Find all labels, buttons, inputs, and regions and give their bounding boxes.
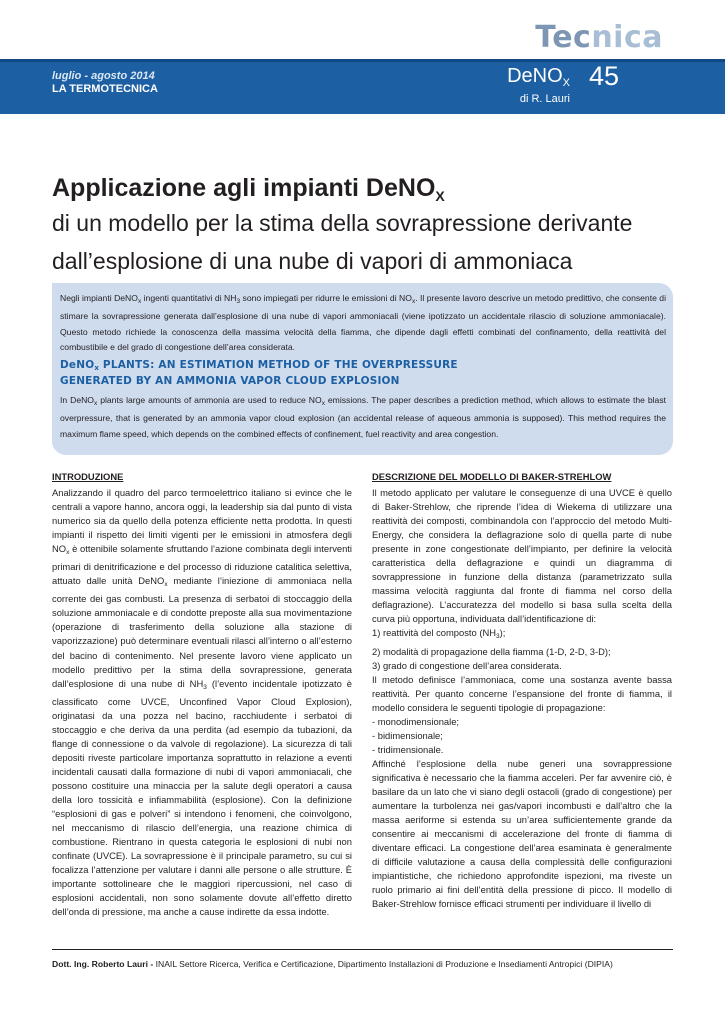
abstract-box [52, 283, 673, 455]
intro-sub: 3 [203, 683, 207, 691]
abs-en-title-a: DeNO [60, 359, 95, 371]
abs-en-sub: x [94, 400, 98, 407]
abs-it-text: Negli impianti DeNO [60, 293, 138, 303]
list-item-sub: 3 [496, 633, 500, 641]
intro-text: è ottenibile solamente sfruttando l’azione combinata degli interventi primari di denitrificazione e del processo di riduzione catalitica selettiva, attuato dalle unità DeNO [52, 543, 352, 587]
list-item-text: ); [499, 627, 506, 639]
abs-en-title-b: PLANTS: AN ESTIMATION METHOD OF THE OVERPRESSURE [99, 359, 458, 371]
column-left [52, 471, 352, 919]
abs-en-title-c: GENERATED BY AN AMMONIA VAPOR CLOUD EXPLOSION [60, 375, 400, 387]
abs-it-sub: x [137, 298, 142, 305]
abs-en-text: In DeNO [60, 395, 94, 405]
rubric-sub: X [562, 77, 570, 89]
brand-wordmark [535, 20, 663, 56]
intro-text: mediante l’iniezione di ammoniaca nella corrente dei gas combusti. La presenza di serbatoi di stoccaggio della soluzione ammoniacale e di condotte preposte alla sua movimentazione (operazione di trasferimento della soluzione alla stazione di vaporizzazione) può determinare eventuali rilasci all’interno o all’esterno del bacino di contenimento. Nel presente lavoro viene applicato un modello predittivo per la stima della sovrapressione, generata dall’esplosione di una nube di NH [52, 575, 352, 689]
brand-part-2: nica [591, 20, 663, 55]
abstract-english-title [60, 359, 666, 388]
abs-en-sub: x [321, 400, 325, 407]
baker-heading: DESCRIZIONE DEL MODELLO DI BAKER-STREHLOW [372, 471, 612, 482]
abs-en-text: plants large amounts of ammonia are used to reduce NO [97, 395, 322, 405]
title-main: Applicazione agli impianti DeNO [52, 174, 436, 202]
article-subtitle: di un modello per la stima della sovrapressione derivante dall’esplosione di una nube di vapori di ammoniaca [52, 210, 633, 274]
abs-it-sub: 3 [236, 298, 241, 305]
header-author: di R. Lauri [519, 93, 570, 105]
abstract-english [60, 393, 666, 442]
abs-en-text: emissions. The paper describes a prediction method, which allows to estimate the blast overpressure, that is generated by an ammonia vapor cloud explosion (an accidental release of aqueous ammonia is supposed). This method requires the maximum flame speed, which depends on the combined effects of confinement, fuel reactivity and area congestion. [60, 395, 667, 439]
list-item: 2) modalità di propagazione della fiamma (1-D, 2-D, 3-D); [372, 645, 611, 657]
intro-heading: INTRODUZIONE [52, 471, 124, 482]
abs-it-text: sono impiegati per ridurre le emissioni di NO [240, 293, 412, 303]
abs-it-sub: x [411, 298, 416, 305]
baker-paragraph: Affinché l’esplosione della nube generi una sovrappressione significativa è necessario che la fiamma acceleri. Per far avvenire ciò, è basilare da un lato che vi siano degli ostacoli (grado di congestione) per aumentare la turbolenza nei gas/vapori incombusti e dall’altro che la massa aeriforme si estenda su un’area sufficientemente grande da consentire ai meccanismi di accelerazione del fronte di fiamma di diventare efficaci. La congestione dell’area esaminata è generalmente di difficile valutazione a causa della complessità delle configurazioni impiantistiche, che richiedono approfondite ispezioni, ma riveste un ruolo primario ai fini dell’entità della pressione di picco. Il modello di Baker-Strehlow fornisce efficaci strumenti per individuare il livello di [372, 757, 672, 910]
author-affiliation: INAIL Settore Ricerca, Verifica e Certificazione, Dipartimento Installazioni di Produzione e Insediamenti Antropici (DIPIA) [155, 959, 613, 969]
list-item [372, 626, 672, 644]
author-footnote [52, 958, 692, 970]
issue-date: luglio - agosto 2014 [52, 70, 155, 82]
intro-paragraph [52, 486, 352, 919]
footer-separator: - [147, 959, 156, 969]
list-item: - bidimensionale; [372, 729, 443, 741]
page-number: 45 [589, 61, 620, 91]
intro-sub: x [66, 549, 70, 557]
abstract-italian [60, 291, 666, 355]
abs-en-title-sub: x [94, 364, 100, 372]
intro-text: (l’evento incidentale ipotizzato è classificato come UVCE, Unconfined Vapor Cloud Explosion), originatasi da una pozza nel bacino, racchiudente i serbatoi di stoccaggio e che deriva da una perdita (ad esempio da tubazioni, da flange di connessione o da valvole di regolazione). La sicurezza di tali depositi riveste particolare importanza soprattutto in relazione a eventi incidentali causati dalla formazione di nubi di vapori ammoniacali, che possono costituire una minaccia per la salute degli operatori a causa della loro tossicità e infiammabilità (esplosione). Con la definizione “esplosioni di gas e polveri” si intendono i fenomeni, che coinvolgono, nel meccanismo di rilascio dell’energia, una reazione chimica di combustione. Rientrano in questa categoria le esplosioni di nubi non confinate (UVCE). La sovrapressione è il principale parametro, su cui si focalizza l’attenzione per valutare i danni alle persone o alle strutture. È importante sottolineare che le maggiori ripercussioni, nel caso di esplosioni accidentali, non sono solamente dovute all’effetto diretto dell’onda di pressione, ma anche a cause indirette da essa indotte. [52, 677, 353, 918]
magazine-name: LA TERMOTECNICA [52, 83, 158, 95]
baker-paragraph: Il metodo definisce l’ammoniaca, come una sostanza avente bassa reattività. Per quanto concerne l’espansione del fronte di fiamma, il modello considera le seguenti tipologie di propagazione: [372, 673, 672, 713]
section-rubric [490, 64, 570, 95]
column-right [372, 471, 672, 911]
footer-rule [52, 949, 673, 950]
baker-paragraph: Il metodo applicato per valutare le conseguenze di una UVCE è quello di Baker-Strehlow, che riprende l’idea di Wiekema di utilizzare una reattività dei composti, combinandola con l’approccio del metodo Multi-Energy, che considera la deflagrazione solo di quella parte di nube presente in zone congestionate dell’impianto, per definire la velocità caratteristica della deflagrazione e quindi un diagramma di sovrappressione in funzione della distanza (parametrizzato sulla massima velocità raggiunta dal fronte di fiamma nel corso della deflagrazione). L’accuratezza del modello si basa sulla scelta della curva più opportuna, individuata dall’identificazione di: [372, 487, 672, 625]
list-item: - tridimensionale. [372, 743, 444, 755]
brand-part-1: Tec [535, 20, 592, 55]
list-item: - monodimensionale; [372, 715, 460, 727]
intro-text: Analizzando il quadro del parco termoelettrico italiano si evince che le centrali a vapore hanno, ancora oggi, la leadership sia dal punto di vista numerico sia da quello della potenza efficiente netta prodotta. In questi impianti il rispetto dei limiti vigenti per le emissioni in atmosfera degli NO [52, 487, 352, 555]
abs-it-text: ingenti quantitativi di NH [141, 293, 237, 303]
abs-it-text: . Il presente lavoro descrive un metodo predittivo, che consente di stimare la sovrapressione generata dall’esplosione di una nube di vapori ammoniacali (viene ipotizzato un accidentale rilascio di soluzione ammoniacale). Questo metodo richiede la conoscenza della massima velocità della fiamma, che dipende dagli effetti combinati del confinamento, della reattività del combustibile e del grado di congestione dell’area considerata. [60, 293, 666, 352]
intro-sub: x [164, 581, 168, 589]
author-name: Dott. Ing. Roberto Lauri [52, 959, 148, 969]
title-sub: X [435, 188, 445, 204]
list-item-text: 1) reattività del composto (NH [372, 627, 497, 639]
list-item: 3) grado di congestione dell’area considerata. [372, 659, 562, 671]
rubric-main: DeNO [507, 65, 563, 87]
